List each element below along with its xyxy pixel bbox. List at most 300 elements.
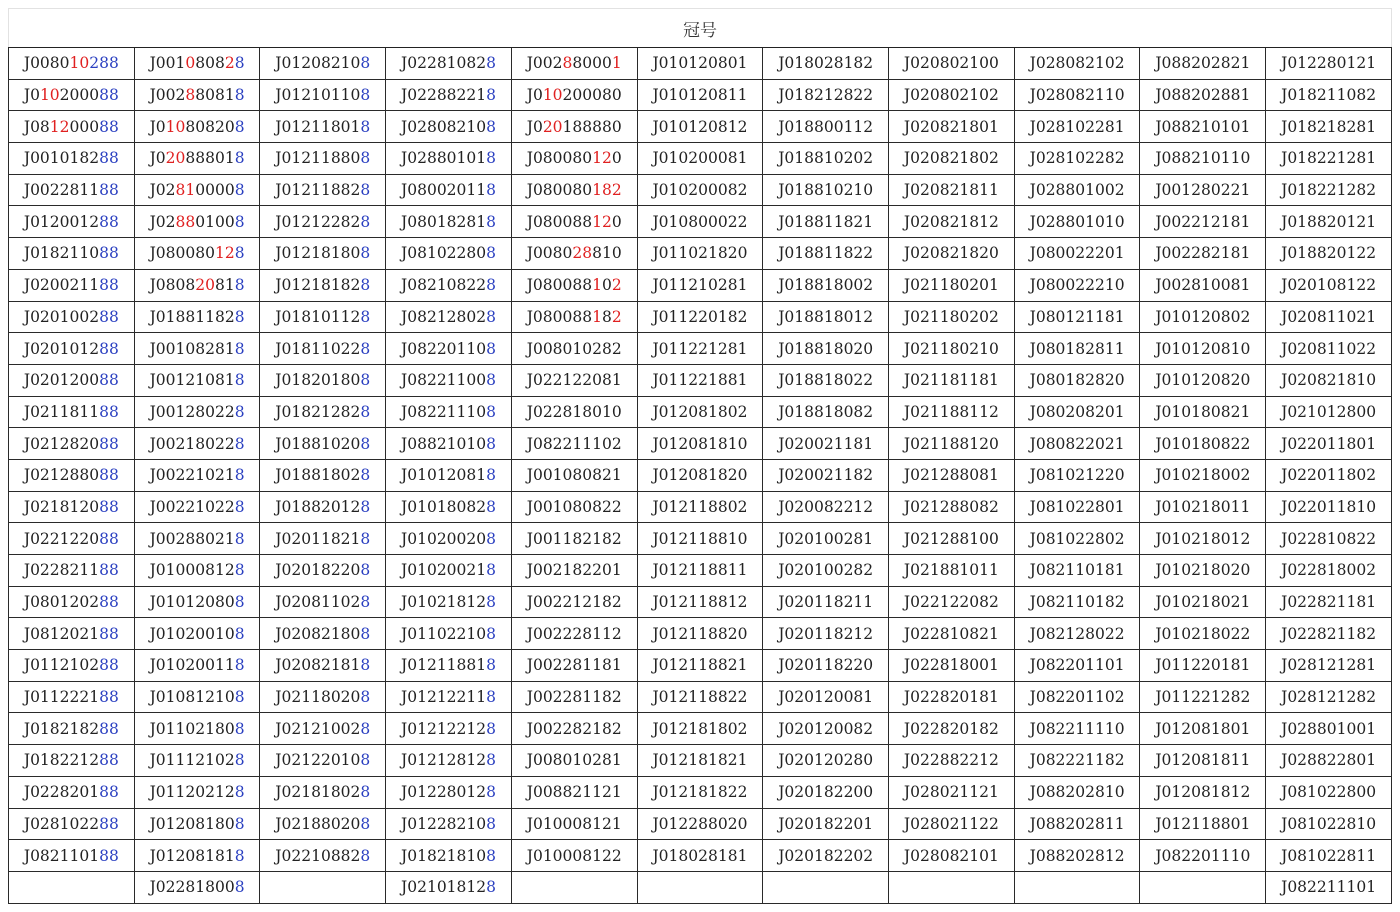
serial-cell: J010180828 — [386, 491, 512, 523]
serial-cell: J021018128 — [386, 871, 512, 903]
table-row — [9, 269, 1392, 301]
serial-cell: J028801001 — [1266, 713, 1392, 745]
table-row — [9, 79, 1392, 111]
serial-table-container — [8, 8, 1392, 904]
serial-cell: J022818001 — [889, 650, 1015, 682]
serial-cell: J080182818 — [386, 206, 512, 238]
serial-cell: J022011802 — [1266, 459, 1392, 491]
serial-cell: J018810202 — [763, 143, 889, 175]
serial-cell: J080080128 — [134, 238, 260, 270]
serial-cell: J018811821 — [763, 206, 889, 238]
serial-cell: J020811028 — [260, 586, 386, 618]
serial-cell: J081022802 — [1014, 523, 1140, 555]
serial-cell — [763, 871, 889, 903]
serial-cell: J028082102 — [1014, 48, 1140, 80]
serial-cell: J001080822 — [511, 491, 637, 523]
serial-cell: J081021220 — [1014, 459, 1140, 491]
serial-cell: J081022800 — [1266, 776, 1392, 808]
serial-cell: J028801008 — [134, 206, 260, 238]
serial-cell: J011210281 — [637, 269, 763, 301]
serial-cell: J002210218 — [134, 459, 260, 491]
serial-cell: J080088182 — [511, 301, 637, 333]
serial-cell: J080080120 — [511, 143, 637, 175]
table-row — [9, 333, 1392, 365]
serial-cell: J010808208 — [134, 111, 260, 143]
table-row — [9, 618, 1392, 650]
serial-cell: J020120081 — [763, 681, 889, 713]
serial-cell: J020182200 — [763, 776, 889, 808]
serial-cell: J002810081 — [1140, 269, 1266, 301]
serial-cell: J010218002 — [1140, 459, 1266, 491]
serial-cell: J010120820 — [1140, 364, 1266, 396]
serial-cell: J021818028 — [260, 776, 386, 808]
serial-cell — [260, 871, 386, 903]
serial-cell: J020821810 — [1266, 364, 1392, 396]
serial-cell: J010180822 — [1140, 428, 1266, 460]
table-row — [9, 364, 1392, 396]
serial-cell: J012081801 — [1140, 713, 1266, 745]
serial-cell: J010200080 — [511, 79, 637, 111]
serial-cell: J081022801 — [1014, 491, 1140, 523]
serial-cell: J020821820 — [889, 238, 1015, 270]
serial-cell: J082201101 — [1014, 650, 1140, 682]
table-row — [9, 459, 1392, 491]
serial-cell: J010120801 — [637, 48, 763, 80]
serial-cell: J010200118 — [134, 650, 260, 682]
serial-cell: J021180201 — [889, 269, 1015, 301]
serial-cell: J081202188 — [9, 618, 135, 650]
serial-cell: J082211110 — [1014, 713, 1140, 745]
serial-cell: J021220108 — [260, 745, 386, 777]
table-row — [9, 650, 1392, 682]
serial-cell: J010218012 — [1140, 523, 1266, 555]
serial-cell: J082221182 — [1014, 745, 1140, 777]
serial-cell: J010812108 — [134, 681, 260, 713]
serial-cell: J082211102 — [511, 428, 637, 460]
serial-cell: J010120808 — [134, 586, 260, 618]
serial-cell: J020811022 — [1266, 333, 1392, 365]
serial-cell: J002282181 — [1140, 238, 1266, 270]
serial-cell: J020802100 — [889, 48, 1015, 80]
serial-cell: J012081808 — [134, 808, 260, 840]
serial-cell: J011210288 — [9, 650, 135, 682]
serial-cell: J028121282 — [1266, 681, 1392, 713]
serial-cell: J002880818 — [134, 79, 260, 111]
serial-cell: J082110188 — [9, 840, 135, 872]
serial-cell: J020118212 — [763, 618, 889, 650]
table-row — [9, 111, 1392, 143]
serial-cell: J022011810 — [1266, 491, 1392, 523]
serial-cell: J018811828 — [134, 301, 260, 333]
serial-cell: J011220182 — [637, 301, 763, 333]
serial-cell: J020120088 — [9, 364, 135, 396]
serial-cell: J022122082 — [889, 586, 1015, 618]
serial-cell: J028021121 — [889, 776, 1015, 808]
serial-cell: J018818020 — [763, 333, 889, 365]
serial-cell: J010200108 — [134, 618, 260, 650]
serial-cell: J018212822 — [763, 79, 889, 111]
serial-cell: J012081818 — [134, 840, 260, 872]
serial-cell: J021180210 — [889, 333, 1015, 365]
serial-cell: J018201808 — [260, 364, 386, 396]
serial-cell: J020888018 — [134, 143, 260, 175]
serial-cell: J021282088 — [9, 428, 135, 460]
serial-cell: J012181828 — [260, 269, 386, 301]
serial-cell — [1014, 871, 1140, 903]
serial-cell: J002880001 — [511, 48, 637, 80]
serial-cell: J012181822 — [637, 776, 763, 808]
serial-cell: J012118801 — [1140, 808, 1266, 840]
serial-cell: J080020118 — [386, 174, 512, 206]
serial-cell: J020188880 — [511, 111, 637, 143]
serial-cell: J021880208 — [260, 808, 386, 840]
serial-cell: J082128028 — [386, 301, 512, 333]
serial-cell: J010008121 — [511, 808, 637, 840]
serial-cell: J080022210 — [1014, 269, 1140, 301]
serial-cell: J018818002 — [763, 269, 889, 301]
serial-cell: J012181802 — [637, 713, 763, 745]
table-row — [9, 776, 1392, 808]
serial-cell: J080088102 — [511, 269, 637, 301]
serial-cell: J008028810 — [511, 238, 637, 270]
serial-cell: J022810828 — [386, 48, 512, 80]
serial-cell: J002281188 — [9, 174, 135, 206]
serial-cell: J082211108 — [386, 396, 512, 428]
serial-cell: J028082101 — [889, 840, 1015, 872]
serial-cell: J021188120 — [889, 428, 1015, 460]
table-title: 冠号 — [9, 9, 1392, 48]
serial-cell: J011221282 — [1140, 681, 1266, 713]
table-row — [9, 301, 1392, 333]
serial-cell: J080022201 — [1014, 238, 1140, 270]
serial-cell: J082110182 — [1014, 586, 1140, 618]
serial-cell: J020821801 — [889, 111, 1015, 143]
serial-cell: J018810210 — [763, 174, 889, 206]
serial-cell: J018218281 — [1266, 111, 1392, 143]
serial-cell: J002212182 — [511, 586, 637, 618]
serial-cell: J010218021 — [1140, 586, 1266, 618]
serial-cell: J020021188 — [9, 269, 135, 301]
serial-cell: J010218020 — [1140, 555, 1266, 587]
serial-cell: J022821181 — [1266, 586, 1392, 618]
serial-cell: J018810208 — [260, 428, 386, 460]
serial-cell: J010120811 — [637, 79, 763, 111]
serial-cell: J012181808 — [260, 238, 386, 270]
serial-cell: J012001288 — [9, 206, 135, 238]
serial-cell: J008010288 — [9, 48, 135, 80]
serial-cell: J082110181 — [1014, 555, 1140, 587]
serial-cell: J020802102 — [889, 79, 1015, 111]
serial-cell: J028082108 — [386, 111, 512, 143]
serial-cell: J028102288 — [9, 808, 135, 840]
serial-cell: J080088120 — [511, 206, 637, 238]
serial-cell: J020182208 — [260, 555, 386, 587]
table-row — [9, 808, 1392, 840]
serial-cell: J021188112 — [889, 396, 1015, 428]
serial-cell: J022821188 — [9, 555, 135, 587]
serial-cell: J018221282 — [1266, 174, 1392, 206]
serial-cell: J012128128 — [386, 745, 512, 777]
serial-cell: J020182202 — [763, 840, 889, 872]
serial-cell: J010120818 — [386, 459, 512, 491]
serial-cell: J028021122 — [889, 808, 1015, 840]
serial-cell: J010200088 — [9, 79, 135, 111]
serial-cell: J020811021 — [1266, 301, 1392, 333]
serial-cell: J022818002 — [1266, 555, 1392, 587]
serial-cell: J081200088 — [9, 111, 135, 143]
serial-cell: J002282182 — [511, 713, 637, 745]
serial-cell: J018820128 — [260, 491, 386, 523]
serial-number-table — [8, 8, 1392, 904]
table-row — [9, 143, 1392, 175]
serial-cell: J018211088 — [9, 238, 135, 270]
serial-cell: J018818028 — [260, 459, 386, 491]
serial-cell: J012081811 — [1140, 745, 1266, 777]
serial-cell: J012118821 — [637, 650, 763, 682]
serial-cell — [9, 871, 135, 903]
serial-cell: J012081810 — [637, 428, 763, 460]
serial-cell: J080120288 — [9, 586, 135, 618]
serial-cell: J002182201 — [511, 555, 637, 587]
serial-cell: J018820122 — [1266, 238, 1392, 270]
serial-cell: J021288082 — [889, 491, 1015, 523]
serial-cell: J018028181 — [637, 840, 763, 872]
serial-cell: J020821811 — [889, 174, 1015, 206]
serial-cell: J080080182 — [511, 174, 637, 206]
table-row — [9, 840, 1392, 872]
serial-cell: J018101128 — [260, 301, 386, 333]
serial-cell — [637, 871, 763, 903]
table-row — [9, 48, 1392, 80]
serial-cell: J010200208 — [386, 523, 512, 555]
serial-cell: J028121281 — [1266, 650, 1392, 682]
serial-cell: J010800022 — [637, 206, 763, 238]
serial-cell: J018218108 — [386, 840, 512, 872]
serial-cell: J002228112 — [511, 618, 637, 650]
serial-cell: J088202821 — [1140, 48, 1266, 80]
table-row — [9, 174, 1392, 206]
serial-cell — [889, 871, 1015, 903]
serial-cell: J082201110 — [1140, 840, 1266, 872]
serial-cell: J018221288 — [9, 745, 135, 777]
serial-cell: J010180821 — [1140, 396, 1266, 428]
serial-cell: J012122118 — [386, 681, 512, 713]
table-row — [9, 586, 1392, 618]
serial-cell: J012181821 — [637, 745, 763, 777]
serial-cell: J002212181 — [1140, 206, 1266, 238]
serial-cell: J020021182 — [763, 459, 889, 491]
serial-cell: J018800112 — [763, 111, 889, 143]
serial-cell: J002281182 — [511, 681, 637, 713]
serial-cell: J088202881 — [1140, 79, 1266, 111]
serial-cell: J020108122 — [1266, 269, 1392, 301]
serial-cell: J088202812 — [1014, 840, 1140, 872]
serial-cell: J008010282 — [511, 333, 637, 365]
serial-cell: J010218011 — [1140, 491, 1266, 523]
serial-cell: J022820181 — [889, 681, 1015, 713]
serial-cell: J022821182 — [1266, 618, 1392, 650]
serial-cell: J010008122 — [511, 840, 637, 872]
serial-cell: J018811822 — [763, 238, 889, 270]
serial-cell: J020120280 — [763, 745, 889, 777]
serial-cell: J022011801 — [1266, 428, 1392, 460]
serial-cell: J020821808 — [260, 618, 386, 650]
serial-cell: J082201102 — [1014, 681, 1140, 713]
serial-cell: J020118220 — [763, 650, 889, 682]
serial-cell: J088202810 — [1014, 776, 1140, 808]
table-row — [9, 713, 1392, 745]
serial-cell: J021288100 — [889, 523, 1015, 555]
serial-cell: J088210110 — [1140, 143, 1266, 175]
serial-cell: J022820188 — [9, 776, 135, 808]
serial-cell: J010120810 — [1140, 333, 1266, 365]
serial-cell: J010218022 — [1140, 618, 1266, 650]
serial-cell: J012118818 — [386, 650, 512, 682]
serial-cell: J022818008 — [134, 871, 260, 903]
serial-cell: J012081812 — [1140, 776, 1266, 808]
serial-cell: J081022810 — [1266, 808, 1392, 840]
serial-cell: J021210028 — [260, 713, 386, 745]
serial-cell: J020120082 — [763, 713, 889, 745]
serial-cell: J010200082 — [637, 174, 763, 206]
serial-cell: J001080828 — [134, 48, 260, 80]
serial-cell: J080182811 — [1014, 333, 1140, 365]
serial-cell: J010120802 — [1140, 301, 1266, 333]
serial-cell: J001210818 — [134, 364, 260, 396]
serial-cell: J012280128 — [386, 776, 512, 808]
serial-cell: J018818012 — [763, 301, 889, 333]
serial-cell: J028801010 — [1014, 206, 1140, 238]
serial-cell: J082211008 — [386, 364, 512, 396]
serial-cell: J012118811 — [637, 555, 763, 587]
serial-cell: J012118820 — [637, 618, 763, 650]
serial-cell: J010200218 — [386, 555, 512, 587]
serial-cell: J008821121 — [511, 776, 637, 808]
serial-cell: J011022108 — [386, 618, 512, 650]
serial-cell: J012288020 — [637, 808, 763, 840]
serial-cell: J022108828 — [260, 840, 386, 872]
serial-cell: J028100008 — [134, 174, 260, 206]
serial-cell: J081022811 — [1266, 840, 1392, 872]
serial-cell: J022122088 — [9, 523, 135, 555]
serial-cell: J022882218 — [386, 79, 512, 111]
serial-cell: J018221281 — [1266, 143, 1392, 175]
serial-cell: J080820818 — [134, 269, 260, 301]
serial-cell: J022820182 — [889, 713, 1015, 745]
table-row — [9, 745, 1392, 777]
serial-cell: J012118808 — [260, 143, 386, 175]
serial-cell: J012118822 — [637, 681, 763, 713]
serial-cell: J012122828 — [260, 206, 386, 238]
serial-cell: J022810822 — [1266, 523, 1392, 555]
serial-cell: J021181181 — [889, 364, 1015, 396]
serial-cell: J028102281 — [1014, 111, 1140, 143]
serial-cell: J018820121 — [1266, 206, 1392, 238]
serial-cell: J002180228 — [134, 428, 260, 460]
serial-cell: J020118218 — [260, 523, 386, 555]
serial-cell: J020082212 — [763, 491, 889, 523]
serial-cell: J020100281 — [763, 523, 889, 555]
serial-cell: J022818010 — [511, 396, 637, 428]
serial-cell: J020821802 — [889, 143, 1015, 175]
serial-cell: J028801002 — [1014, 174, 1140, 206]
serial-cell: J020118211 — [763, 586, 889, 618]
serial-cell: J080182820 — [1014, 364, 1140, 396]
serial-cell: J028822801 — [1266, 745, 1392, 777]
serial-cell: J021288081 — [889, 459, 1015, 491]
table-row — [9, 206, 1392, 238]
serial-cell: J002210228 — [134, 491, 260, 523]
serial-cell: J012280121 — [1266, 48, 1392, 80]
serial-cell: J018028182 — [763, 48, 889, 80]
serial-cell: J082201108 — [386, 333, 512, 365]
serial-cell: J010200081 — [637, 143, 763, 175]
serial-cell: J012101108 — [260, 79, 386, 111]
serial-cell: J022882212 — [889, 745, 1015, 777]
serial-cell: J001182182 — [511, 523, 637, 555]
serial-cell: J020021181 — [763, 428, 889, 460]
serial-cell — [1140, 871, 1266, 903]
serial-cell: J088210101 — [1140, 111, 1266, 143]
serial-cell: J080208201 — [1014, 396, 1140, 428]
serial-cell: J080822021 — [1014, 428, 1140, 460]
serial-cell: J001018288 — [9, 143, 135, 175]
serial-cell: J081022808 — [386, 238, 512, 270]
serial-cell: J001082818 — [134, 333, 260, 365]
serial-cell: J028801018 — [386, 143, 512, 175]
serial-cell: J011221881 — [637, 364, 763, 396]
serial-cell: J082108228 — [386, 269, 512, 301]
serial-cell: J010120812 — [637, 111, 763, 143]
serial-cell: J011220181 — [1140, 650, 1266, 682]
serial-cell: J011121028 — [134, 745, 260, 777]
serial-cell: J021812088 — [9, 491, 135, 523]
table-row — [9, 523, 1392, 555]
table-row — [9, 681, 1392, 713]
serial-cell: J010008128 — [134, 555, 260, 587]
serial-cell: J011021820 — [637, 238, 763, 270]
table-row — [9, 871, 1392, 903]
serial-cell: J082128022 — [1014, 618, 1140, 650]
serial-cell: J010218128 — [386, 586, 512, 618]
serial-cell: J012118810 — [637, 523, 763, 555]
serial-cell: J012282108 — [386, 808, 512, 840]
serial-cell: J020100288 — [9, 301, 135, 333]
serial-cell: J018818022 — [763, 364, 889, 396]
serial-cell: J028102282 — [1014, 143, 1140, 175]
serial-cell — [511, 871, 637, 903]
serial-cell: J012081802 — [637, 396, 763, 428]
serial-cell: J018211082 — [1266, 79, 1392, 111]
table-row — [9, 396, 1392, 428]
serial-cell: J012118018 — [260, 111, 386, 143]
serial-cell: J022122081 — [511, 364, 637, 396]
serial-cell: J012118802 — [637, 491, 763, 523]
serial-cell: J022810821 — [889, 618, 1015, 650]
serial-cell: J021881011 — [889, 555, 1015, 587]
serial-cell: J018218288 — [9, 713, 135, 745]
serial-cell: J012122128 — [386, 713, 512, 745]
serial-cell: J021180202 — [889, 301, 1015, 333]
serial-cell: J012118828 — [260, 174, 386, 206]
table-row — [9, 238, 1392, 270]
serial-cell: J080121181 — [1014, 301, 1140, 333]
serial-cell: J011222188 — [9, 681, 135, 713]
serial-cell: J001280221 — [1140, 174, 1266, 206]
table-body — [9, 48, 1392, 904]
serial-cell: J018212828 — [260, 396, 386, 428]
serial-cell: J002281181 — [511, 650, 637, 682]
